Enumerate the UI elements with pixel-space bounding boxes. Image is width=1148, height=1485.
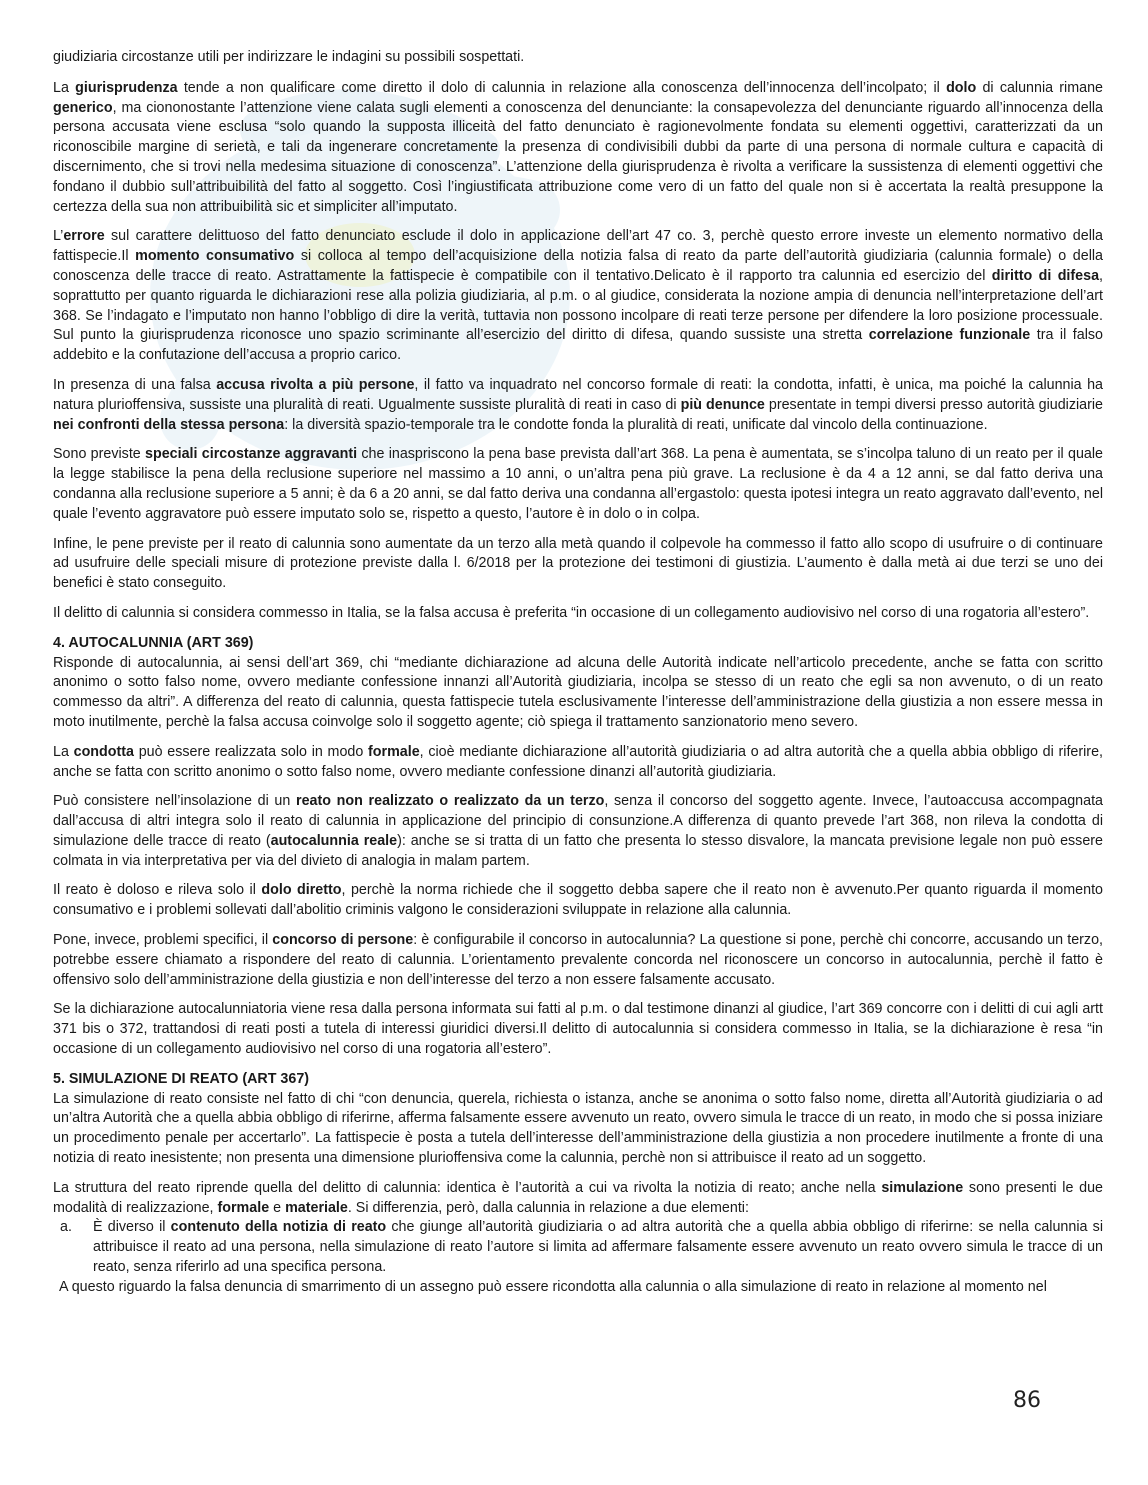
bold-text: reato non realizzato o realizzato da un terzo: [296, 793, 605, 810]
bold-text: simulazione: [881, 1179, 964, 1196]
paragraph: [53, 227, 1103, 366]
bold-text: dolo: [946, 79, 977, 96]
text-run: Il delitto di calunnia si considera commesso in Italia, se la falsa accusa è preferita “in occasione di un collegamento audiovisivo nel corso di una rogatoria all’estero”.: [53, 604, 1090, 621]
text-run: , senza il concorso del soggetto agente. Invece, l’autoaccusa accompagnata dall’accusa di altri integra solo il reato di calunnia in applicazione del principio di consunzione.A differenza di quanto prevede l’art 368, non rileva la condotta di simulazione delle tracce di reato (: [53, 793, 1103, 849]
page-number: 86: [1013, 1388, 1041, 1413]
text-run: tra il falso addebito e la confutazione dell’accusa a proprio carico.: [53, 327, 1103, 364]
document-body: [53, 48, 1103, 1298]
bold-text: formale: [368, 743, 420, 760]
text-run: Sono previste: [53, 446, 146, 463]
text-run: presentate in tempi diversi presso autorità giudiziarie: [764, 396, 1103, 413]
text-run: tende a non qualificare come diretto il dolo di calunnia in relazione alla conoscenza dell’innocenza dell’incolpato; il: [177, 79, 947, 96]
text-run: : è configurabile il concorso in autocalunnia? La questione si pone, perchè chi concorre, accusando un terzo, potrebbe essere chiamato a rispondere del reato di calunnia. L’orientamento prevalente concorda nel riconoscere un concorso in autocalunnia, perchè il fatto è offensivo solo dell’amministrazione della giustizia e non dell’interesse del terzo a non essere falsamente accusato.: [53, 932, 1104, 988]
text-run: La simulazione di reato consiste nel fatto di chi “con denuncia, querela, richiesta o istanza, anche se anonima o sotto falso nome, diretta all’Autorità giudiziaria o ad un’altra Autorità che a quella abbia obbligo di riferirne, afferma falsamente essere avvenuto un reato, ovvero simula le tracce di un reato, in modo che si possa iniziare un procedimento penale per accertarlo”. La fattispecie è posta a tutela dell’interesse dell’amministrazione della giustizia a non procedere inutilmente a fronte di una notizia di reato inesistente; non presenta una dimensione plurioffensiva come la calunnia, perchè non si attribuisce il reato ad un soggetto.: [53, 1090, 1103, 1167]
text-run: : la diversità spazio-temporale tra le condotte fonda la pluralità di reati, unificate dal vincolo della continuazione.: [284, 416, 988, 433]
paragraph: [53, 931, 1103, 990]
text-run: , soprattutto per quanto riguarda le dichiarazioni rese alla polizia giudiziaria, al p.m. o al giudice, considerata la nozione ampia di denuncia nell’interpretazione dell’art 368. Se l’indagato e l’imputato non hanno l’obbligo di dire la verità, tuttavia non possono incolpare di reati terze persone per difendere la loro posizione processuale. Sul punto la giurisprudenza riconosce uno spazio scriminante all’esercizio del diritto di difesa, quando sussiste una stretta: [53, 267, 1104, 344]
bold-text: concorso di persone: [272, 932, 414, 949]
bold-text: nei confronti della stessa persona: [53, 416, 285, 433]
text-run: Risponde di autocalunnia, ai sensi dell’art 369, chi “mediante dichiarazione ad alcuna delle Autorità indicate nell’articolo precedente, anche se fatta con scritto anonimo o sotto falso nome, ovvero mediante confessione innanzi all’Autorità giudiziaria, incolpa se stesso di un reato che egli sa non avvenuto, o di un reato commesso da altri”. A differenza del reato di calunnia, questa fattispecie tutela esclusivamente l’interesse dell’amministrazione della giustizia a non essere messa in moto inutilmente, perchè la falsa accusa coinvolge solo il soggetto agente; ciò spiega il trattamento sanzionatorio meno severo.: [53, 654, 1103, 730]
text-run: può essere realizzata solo in modo: [133, 743, 369, 760]
text-run: Pone, invece, problemi specifici, il: [53, 932, 273, 949]
bold-text: momento consumativo: [135, 248, 295, 265]
paragraph: [53, 881, 1103, 921]
list: [53, 1218, 1103, 1277]
bold-text: generico: [53, 99, 113, 116]
text-run: Se la dichiarazione autocalunniatoria viene resa dalla persona informata sui fatti al p.m. o dal testimone dinanzi al giudice, l’art 369 concorre con i delitti di cui agli artt 371 bis o 372, trattandosi di reati posti a tutela di interessi giuridici diversi.Il delitto di autocalunnia si considera commesso in Italia, se la dichiarazione è resa “in occasione di un collegamento audiovisivo nel corso di una rogatoria all’estero”.: [53, 1001, 1103, 1058]
text-run: La: [53, 743, 74, 760]
text-run: L’: [53, 228, 64, 245]
bold-text: contenuto della notizia di reato: [170, 1219, 387, 1236]
paragraph: [53, 79, 1103, 218]
text-run: giudiziaria circostanze utili per indirizzare le indagini su possibili sospettati.: [53, 49, 525, 65]
text-run: La: [53, 79, 76, 96]
text-run: Può consistere nell’insolazione di un: [53, 793, 297, 810]
bold-text: formale: [217, 1199, 270, 1216]
bold-text: accusa rivolta a più persone: [216, 376, 415, 393]
paragraph: [53, 654, 1103, 733]
bold-text: diritto di difesa: [991, 267, 1100, 284]
text-run: A questo riguardo la falsa denuncia di smarrimento di un assegno può essere ricondotta alla calunnia o alla simulazione di reato in relazione al momento nel: [59, 1278, 1047, 1295]
paragraph: [53, 535, 1103, 594]
text-run: È diverso il: [93, 1219, 171, 1236]
bold-text: più denunce: [680, 396, 765, 413]
text-run: che inaspriscono la pena base prevista dall’art 368. La pena è aumentata, se s’incolpa taluno di un reato per il quale la legge stabilisce la pena della reclusione superiore nel massimo a 10 anni, o un’altra pena più grave. La reclusione è da 4 a 12 anni, se dal fatto deriva una condanna alla reclusione superiore a 5 anni; è da 6 a 20 anni, se dal fatto deriva una condanna all’ergastolo: questa ipotesi integra un reato aggravato dall’evento, nel quale l’evento aggravatore può essere imputato solo se, rispetto a questo, l’autore è in dolo o in colpa.: [53, 446, 1103, 522]
paragraph: [53, 1000, 1103, 1059]
bold-text: dolo diretto: [261, 882, 342, 899]
paragraph: [53, 445, 1103, 524]
text-run: di calunnia rimane: [976, 79, 1103, 96]
text-run: si colloca al tempo dell’acquisizione della notizia falsa di reato da parte dell’autorità giudiziaria (calunnia formale) o della conoscenza delle tracce di reato. Astrattamente la fattispecie è compatibile con il tentativo.Delicato è il rapporto tra calunnia ed esercizio del: [53, 248, 1104, 284]
text-run: , ma ciononostante l’attenzione viene calata sugli elementi a conoscenza del denunciante: la consapevolezza del denunciante riguardo all’innocenza della persona accusata viene esclusa “solo quando la supposta illiceità del fatto denunciato è ragionevolmente fondata su elementi oggettivi, caratterizzati da un riconoscibile margine di serietà, e tali da ingenerare concretamente la presenza di condivisibili dubbi da parte di una persona di normale cultura e capacità di discernimento, che si trovi nella medesima situazione di conoscenza”. L’attenzione della giurisprudenza è rivolta a verificare la sussistenza di elementi oggettivi che fondano il dubbio sull’attribuibilità del fatto al soggetto. Così l’ingiustificata attribuzione come vero di un fatto del quale non si è accertata la realtà presuppone la certezza della sua non attribuibilità sic et simpliciter all’imputato.: [53, 99, 1103, 215]
list-item: [53, 1218, 1103, 1277]
text-run: . Si differenzia, però, dalla calunnia in relazione a due elementi:: [347, 1199, 749, 1216]
bold-text: giurisprudenza: [75, 79, 178, 96]
paragraph: [53, 1179, 1103, 1219]
bold-text: errore: [63, 228, 105, 245]
text-run: , perchè la norma richiede che il soggetto debba sapere che il reato non è avvenuto.Per quanto riguarda il momento consumativo e i problemi sollevati dall’abolitio criminis valgono le considerazioni sviluppate in relazione alla calunnia.: [53, 882, 1103, 919]
bold-text: speciali circostanze aggravanti: [145, 446, 358, 463]
bold-text: materiale: [285, 1199, 348, 1216]
list-item-text: [93, 1218, 1103, 1277]
text-run: La struttura del reato riprende quella del delitto di calunnia: identica è l’autorità a cui va rivolta la notizia di reato; anche nella: [53, 1179, 882, 1196]
section-heading: 4. AUTOCALUNNIA (ART 369): [53, 634, 254, 651]
list-marker: a.: [60, 1219, 72, 1236]
bold-text: correlazione funzionale: [868, 327, 1031, 344]
paragraph: [53, 48, 1103, 68]
text-run: ): anche se si tratta di un fatto che presenta lo stesso disvalore, la mancata previsione legale non può essere colmata in via interpretativa per via del divieto di analogia in malam partem.: [53, 832, 1103, 869]
paragraph: [53, 1278, 1103, 1298]
bold-text: autocalunnia reale: [270, 832, 398, 849]
text-run: sono presenti le due modalità di realizzazione,: [53, 1179, 1103, 1216]
text-run: In presenza di una falsa: [53, 376, 217, 393]
text-run: Infine, le pene previste per il reato di calunnia sono aumentate da un terzo alla metà quando il colpevole ha commesso il fatto allo scopo di usufruire o di continuare ad usufruire delle speciali misure di protezione previste dalla l. 6/2018 per la protezione dei testimoni di giustizia. L’aumento è dalla metà ai due terzi se uno dei benefici è stato conseguito.: [53, 535, 1103, 592]
text-run: sul carattere delittuoso del fatto denunciato esclude il dolo in applicazione dell’art 47 co. 3, perchè questo errore investe un elemento normativo della fattispecie.Il: [53, 228, 1103, 265]
paragraph: [53, 1090, 1103, 1169]
paragraph: [53, 792, 1103, 871]
paragraph: [53, 743, 1103, 783]
text-run: Il reato è doloso e rileva solo il: [53, 882, 262, 899]
text-run: che giunge all’autorità giudiziaria o ad altra autorità che a quella abbia obbligo di riferirne: se nella calunnia si attribuisce il reato ad una persona, nella simulazione di reato l’autore si limita ad affermare falsamente essere avvenuto un reato ovvero simula le tracce di un reato, senza riferirlo ad una specifica persona.: [93, 1219, 1103, 1276]
text-run: , il fatto va inquadrato nel concorso formale di reati: la condotta, infatti, è unica, ma poiché la calunnia ha natura plurioffensiva, sussiste una pluralità di reati. Ugualmente sussiste pluralità di reati in caso di: [53, 376, 1103, 413]
paragraph: [53, 376, 1103, 435]
bold-text: condotta: [73, 743, 134, 760]
text-run: , cioè mediante dichiarazione all’autorità giudiziaria o ad altra autorità che a quella abbia obbligo di riferire, anche se fatta con scritto anonimo o sotto falso nome, ovvero mediante confessione dinanzi all’autorità giudiziaria.: [53, 743, 1103, 780]
text-run: e: [269, 1199, 286, 1216]
section-heading: 5. SIMULAZIONE DI REATO (ART 367): [53, 1070, 310, 1087]
paragraph: [53, 604, 1103, 624]
